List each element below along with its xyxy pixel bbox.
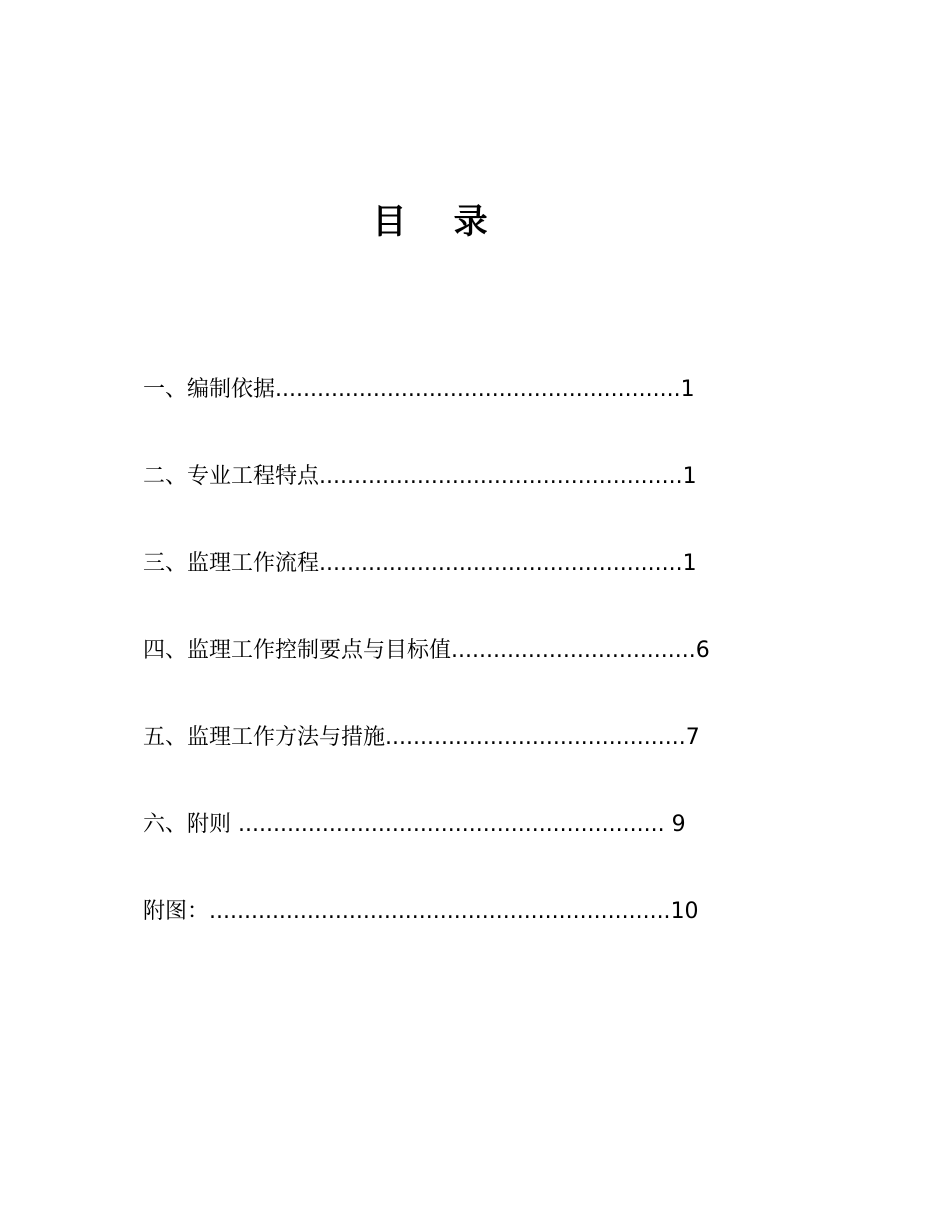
toc-entry-label: 五、监理工作方法与措施: [142, 725, 385, 750]
toc-entry-leader: ....................................................: [319, 464, 683, 489]
toc-entry-2[interactable]: [115, 423, 710, 510]
toc-entry-page: 10: [670, 899, 699, 924]
toc-entry-page: 1: [680, 377, 695, 402]
toc-entry-label: 附图：: [142, 899, 209, 924]
page-title: 目 录: [372, 202, 488, 242]
toc-entry-page: 7: [685, 725, 700, 750]
toc-entry-leader: ....................................................: [319, 551, 683, 576]
toc-entry-4[interactable]: [115, 597, 710, 684]
toc-entry-leader: ...................................: [451, 638, 696, 663]
toc-entry-leader: ...........................................: [385, 725, 686, 750]
toc-entry-3[interactable]: [115, 510, 710, 597]
toc-entry-label: 六、附则: [142, 812, 231, 837]
toc-entry-label: 四、监理工作控制要点与目标值: [142, 638, 451, 663]
toc-entry-leader: ..................................................................: [209, 899, 671, 924]
toc-entry-leader: .............................................................: [231, 812, 672, 837]
toc-entry-page: 1: [682, 551, 697, 576]
toc-entry-label: 三、监理工作流程: [142, 551, 319, 576]
toc-entry-5[interactable]: [115, 684, 710, 771]
toc-entry-page: 6: [695, 638, 710, 663]
table-of-contents: [115, 336, 710, 945]
toc-entry-6[interactable]: [115, 771, 710, 858]
toc-entry-7[interactable]: [115, 858, 710, 945]
toc-entry-label: 二、专业工程特点: [142, 464, 319, 489]
toc-entry-leader: ..........................................................: [275, 377, 681, 402]
toc-entry-page: 1: [682, 464, 697, 489]
toc-entry-label: 一、编制依据: [142, 377, 275, 402]
toc-entry-page: 9: [671, 812, 686, 837]
toc-entry-1[interactable]: [115, 336, 710, 423]
